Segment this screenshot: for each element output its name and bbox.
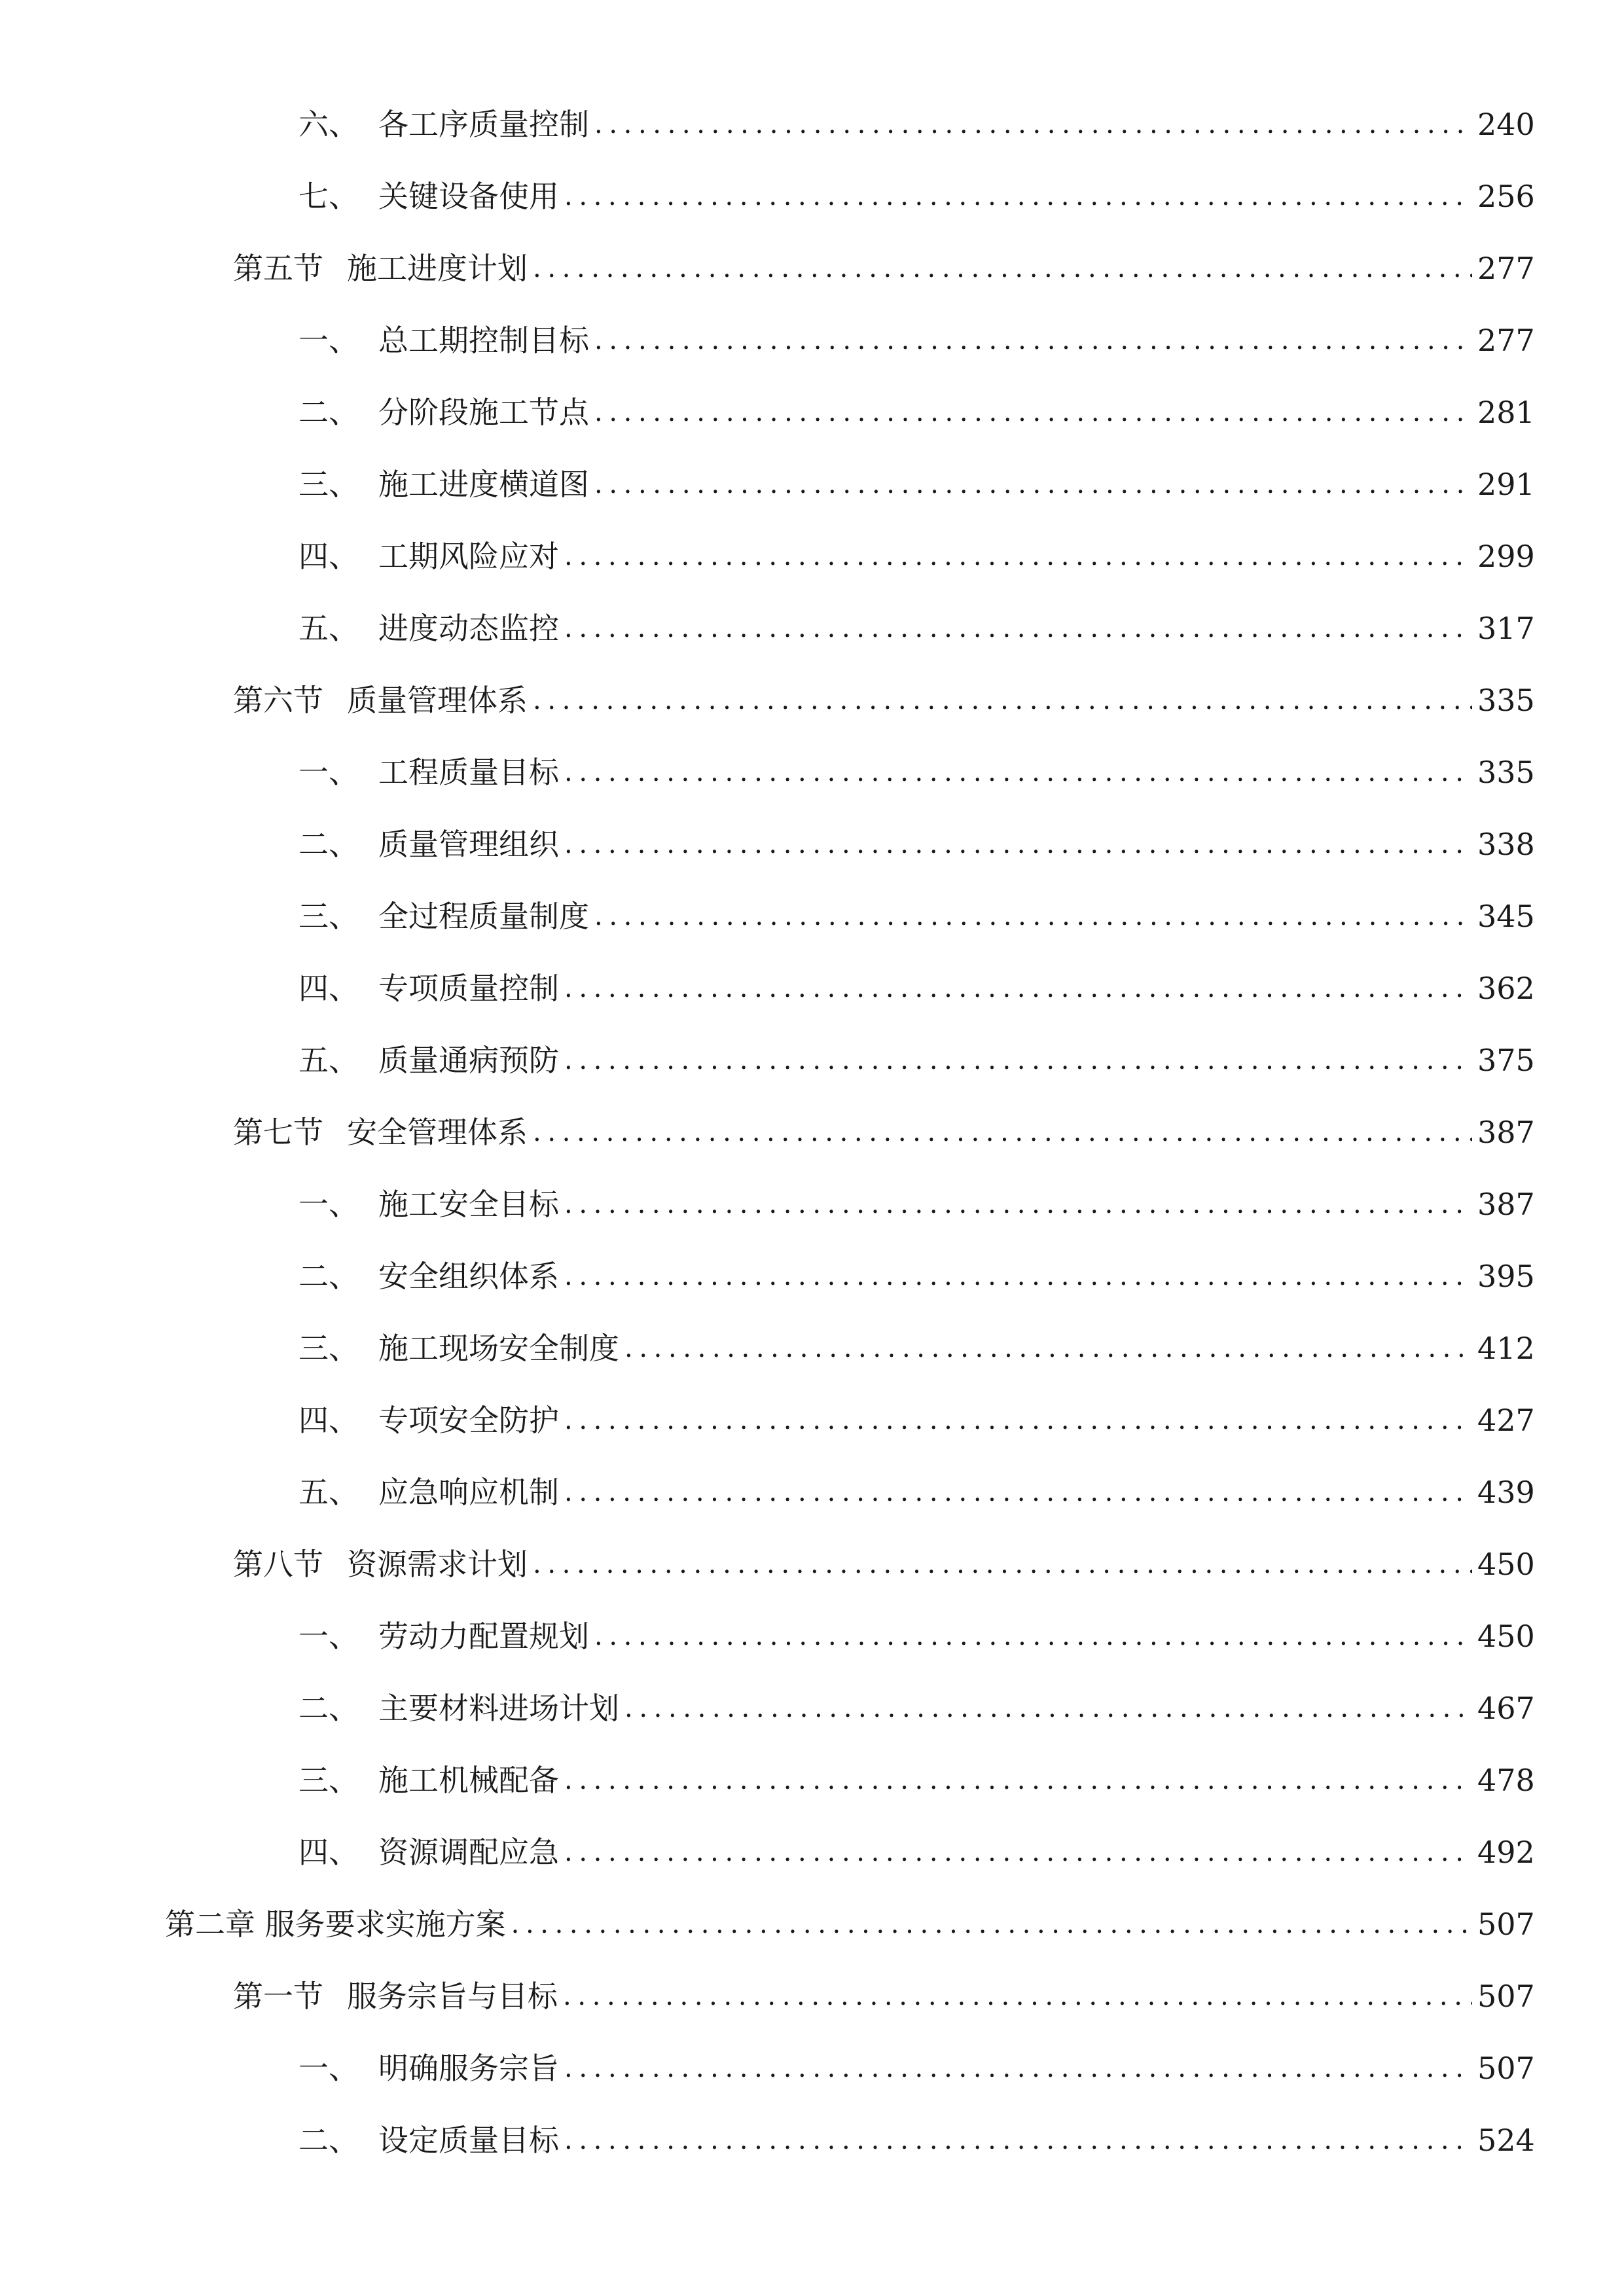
dot-leader (594, 897, 1472, 936)
toc-entry[interactable] (298, 164, 1535, 216)
toc-entry-title: 专项质量控制 (378, 971, 559, 1006)
dot-leader (564, 825, 1472, 864)
toc-entry-number: 第七节 (233, 1115, 323, 1150)
toc-entry-title: 施工进度计划 (347, 251, 528, 286)
dot-leader (533, 1545, 1472, 1584)
toc-entry-page: 450 (1477, 1619, 1535, 1654)
toc-entry[interactable] (233, 668, 1535, 720)
toc-entry-title: 施工安全目标 (378, 1187, 559, 1222)
toc-entry-number: 二、 (298, 827, 359, 862)
dot-leader (564, 1041, 1472, 1080)
toc-entry-number: 二、 (298, 1691, 359, 1726)
toc-entry[interactable] (298, 1172, 1535, 1224)
toc-entry-page: 450 (1477, 1547, 1535, 1582)
dot-leader (594, 465, 1472, 504)
toc-entry-number: 第六节 (233, 683, 323, 718)
dot-leader (564, 1185, 1472, 1224)
toc-entry-page: 387 (1477, 1187, 1535, 1222)
toc-entry[interactable] (298, 1244, 1535, 1296)
toc-entry-title: 全过程质量制度 (378, 899, 589, 934)
toc-entry-page: 281 (1477, 395, 1535, 430)
toc-entry-number: 四、 (298, 1403, 359, 1438)
toc-entry-number: 三、 (298, 1763, 359, 1798)
toc-entry-number: 二、 (298, 1259, 359, 1294)
dot-leader (564, 753, 1472, 792)
toc-entry[interactable] (298, 740, 1535, 792)
toc-entry-number: 三、 (298, 1331, 359, 1366)
toc-entry-title: 各工序质量控制 (378, 107, 589, 142)
toc-entry-title: 主要材料进场计划 (378, 1691, 619, 1726)
toc-entry-page: 467 (1477, 1691, 1535, 1726)
toc-entry-title: 服务宗旨与目标 (347, 1979, 558, 2014)
toc-entry-title: 专项安全防护 (378, 1403, 559, 1438)
toc-entry[interactable] (233, 1532, 1535, 1584)
dot-leader (564, 1257, 1472, 1296)
toc-entry-title: 施工进度横道图 (378, 467, 589, 502)
toc-entry-title: 安全管理体系 (347, 1115, 528, 1150)
toc-entry-number: 一、 (298, 755, 359, 790)
toc-entry-title: 质量通病预防 (378, 1043, 559, 1078)
toc-entry-title: 资源需求计划 (347, 1547, 528, 1582)
dot-leader (624, 1689, 1472, 1728)
toc-entry[interactable] (298, 812, 1535, 864)
toc-entry-number: 七、 (298, 179, 359, 214)
dot-leader (624, 1329, 1472, 1368)
toc-entry-number: 一、 (298, 2051, 359, 2086)
dot-leader (564, 1761, 1472, 1800)
toc-entry-title: 施工机械配备 (378, 1763, 559, 1798)
toc-entry-page: 256 (1477, 179, 1535, 214)
dot-leader (564, 1833, 1472, 1872)
toc-entry[interactable] (298, 1316, 1535, 1368)
toc-entry-title: 工期风险应对 (378, 539, 559, 574)
toc-entry[interactable] (298, 524, 1535, 576)
toc-entry[interactable] (298, 1820, 1535, 1872)
toc-entry-page: 291 (1477, 467, 1535, 502)
toc-entry-number: 第一节 (233, 1979, 323, 2014)
toc-entry-title: 工程质量目标 (378, 755, 559, 790)
toc-entry[interactable] (233, 236, 1535, 288)
toc-entry[interactable] (165, 1892, 1535, 1944)
toc-entry-title: 质量管理组织 (378, 827, 559, 862)
toc-entry-page: 362 (1477, 971, 1535, 1006)
toc-entry-page: 387 (1477, 1115, 1535, 1150)
toc-entry-title: 第二章 服务要求实施方案 (165, 1907, 506, 1942)
toc-entry-page: 277 (1477, 323, 1535, 358)
toc-entry-page: 317 (1477, 611, 1535, 646)
dot-leader (594, 1617, 1472, 1656)
toc-entry-title: 施工现场安全制度 (378, 1331, 619, 1366)
toc-entry-number: 第八节 (233, 1547, 323, 1582)
toc-entry-page: 507 (1477, 1979, 1535, 2014)
toc-entry-title: 安全组织体系 (378, 1259, 559, 1294)
toc-entry[interactable] (298, 2036, 1535, 2088)
toc-entry-page: 507 (1477, 2051, 1535, 2086)
toc-entry-page: 439 (1477, 1475, 1535, 1510)
dot-leader (564, 2049, 1472, 2088)
dot-leader (564, 609, 1472, 648)
dot-leader (563, 1977, 1472, 2016)
toc-entry[interactable] (298, 1748, 1535, 1800)
toc-entry-number: 六、 (298, 107, 359, 142)
toc-entry-title: 应急响应机制 (378, 1475, 559, 1510)
toc-entry-page: 335 (1477, 755, 1535, 790)
toc-entry-title: 总工期控制目标 (378, 323, 589, 358)
toc-entry-number: 五、 (298, 1043, 359, 1078)
toc-entry[interactable] (298, 1028, 1535, 1080)
toc-entry[interactable] (298, 380, 1535, 432)
dot-leader (533, 1113, 1472, 1152)
toc-entry-number: 二、 (298, 395, 359, 430)
dot-leader (594, 393, 1472, 432)
toc-entry-number: 五、 (298, 611, 359, 646)
toc-entry[interactable] (298, 1676, 1535, 1728)
toc-entry-page: 427 (1477, 1403, 1535, 1438)
toc-entry-title: 关键设备使用 (378, 179, 559, 214)
toc-entry-title: 进度动态监控 (378, 611, 559, 646)
toc-entry-page: 338 (1477, 827, 1535, 862)
toc-entry-page: 395 (1477, 1259, 1535, 1294)
dot-leader (594, 105, 1472, 144)
toc-entry-number: 五、 (298, 1475, 359, 1510)
dot-leader (564, 969, 1472, 1008)
toc-entry[interactable] (298, 596, 1535, 648)
toc-entry-page: 299 (1477, 539, 1535, 574)
toc-entry[interactable] (233, 1100, 1535, 1152)
toc-entry-title: 资源调配应急 (378, 1835, 559, 1870)
toc-entry-number: 一、 (298, 1187, 359, 1222)
toc-entry-number: 三、 (298, 899, 359, 934)
toc-entry-title: 质量管理体系 (347, 683, 528, 718)
dot-leader (564, 1401, 1472, 1440)
toc-entry[interactable] (298, 956, 1535, 1008)
dot-leader (594, 321, 1472, 360)
toc-entry[interactable] (298, 1388, 1535, 1440)
toc-entry-page: 335 (1477, 683, 1535, 718)
toc-entry[interactable] (298, 452, 1535, 504)
toc-entry-title: 设定质量目标 (378, 2123, 559, 2158)
dot-leader (533, 249, 1472, 288)
toc-entry-title: 明确服务宗旨 (378, 2051, 559, 2086)
toc-entry-page: 507 (1477, 1907, 1535, 1942)
toc-entry-page: 492 (1477, 1835, 1535, 1870)
toc-entry-page: 524 (1477, 2123, 1535, 2158)
toc-entry[interactable] (298, 2108, 1535, 2160)
toc-entry[interactable] (298, 1460, 1535, 1512)
toc-entry-number: 四、 (298, 539, 359, 574)
toc-entry-number: 一、 (298, 323, 359, 358)
toc-entry-number: 二、 (298, 2123, 359, 2158)
toc-entry-number: 四、 (298, 971, 359, 1006)
toc-entry-title: 劳动力配置规划 (378, 1619, 589, 1654)
toc-entry-number: 第五节 (233, 251, 323, 286)
dot-leader (564, 537, 1472, 576)
dot-leader (511, 1905, 1472, 1944)
toc-entry-page: 345 (1477, 899, 1535, 934)
toc-entry[interactable] (298, 884, 1535, 936)
toc-entry[interactable] (233, 1964, 1535, 2016)
dot-leader (533, 681, 1472, 720)
dot-leader (564, 177, 1472, 216)
toc-entry[interactable] (298, 92, 1535, 144)
toc-entry-number: 三、 (298, 467, 359, 502)
toc-entry-page: 240 (1477, 107, 1535, 142)
toc-entry-title: 分阶段施工节点 (378, 395, 589, 430)
toc-entry[interactable] (298, 1604, 1535, 1656)
toc-entry-number: 一、 (298, 1619, 359, 1654)
toc-entry-number: 四、 (298, 1835, 359, 1870)
dot-leader (564, 2121, 1472, 2160)
toc-entry-page: 478 (1477, 1763, 1535, 1798)
toc-entry-page: 412 (1477, 1331, 1535, 1366)
toc-entry[interactable] (298, 308, 1535, 360)
dot-leader (564, 1473, 1472, 1512)
toc-entry-page: 375 (1477, 1043, 1535, 1078)
toc-entry-page: 277 (1477, 251, 1535, 286)
